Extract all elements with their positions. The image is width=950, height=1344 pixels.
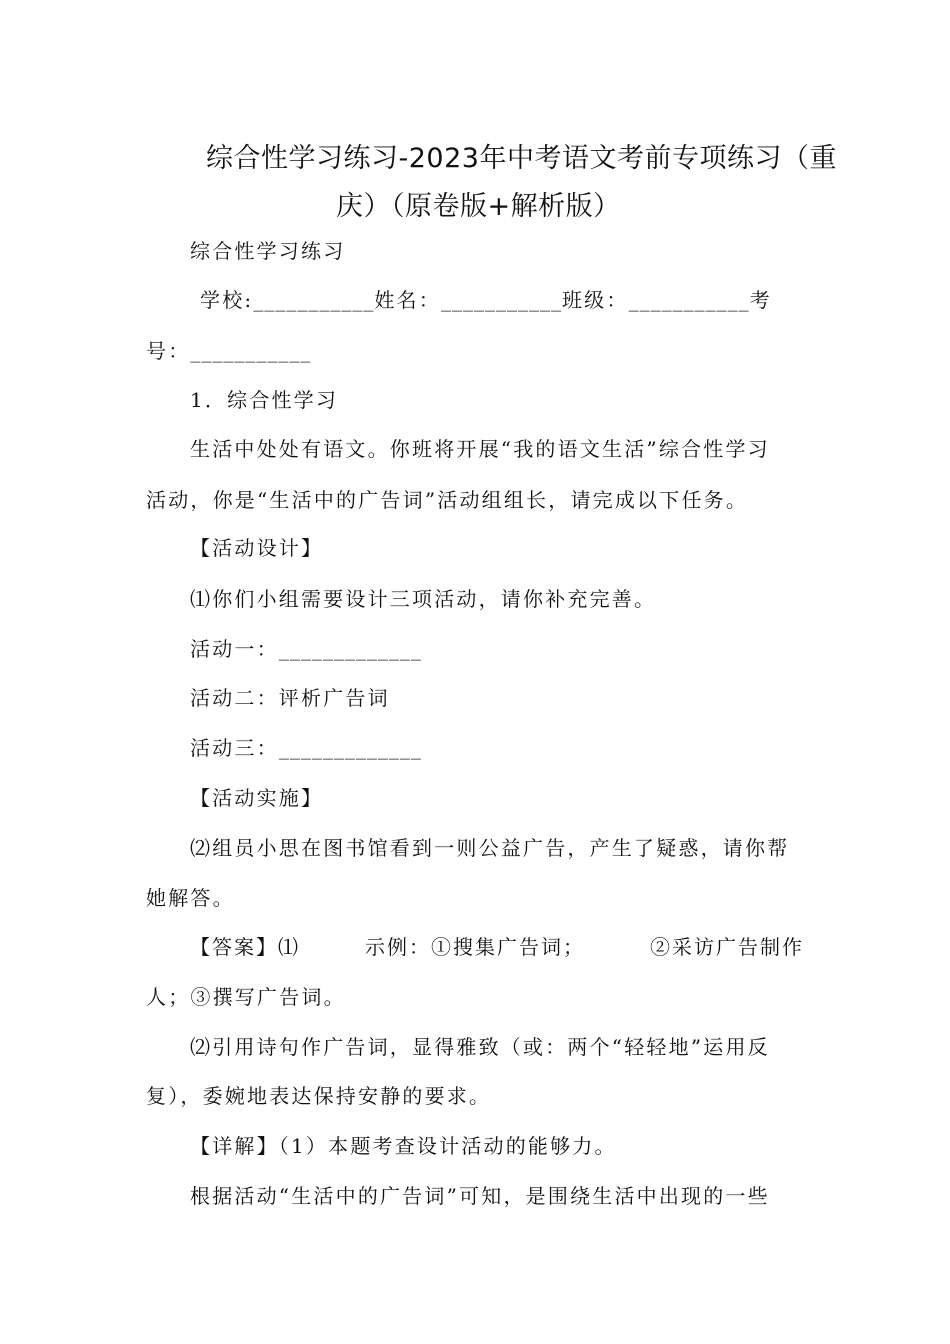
answer-line-2: 人；③撰写广告词。 (146, 985, 346, 1009)
answer-example: 示例：①搜集广告词； (365, 935, 585, 959)
document-subtitle: 综合性学习练习 (190, 239, 346, 263)
question-1-part-2-line-2: 她解答。 (146, 886, 235, 910)
activity-3 (190, 738, 422, 758)
school-blank: ___________ (253, 288, 375, 312)
answer-line-1 (190, 937, 804, 957)
student-info-line-2 (146, 341, 311, 361)
activity-1-label: 活动一： (190, 637, 279, 661)
intro-line-2: 活动，你是“生活中的广告词”活动组组长，请完成以下任务。 (146, 488, 749, 512)
answer-2-line-1: ⑵引用诗句作广告词，显得雅致（或：两个“轻轻地”运用反 (190, 1035, 770, 1059)
activity-1-blank: _____________ (278, 637, 422, 661)
activity-3-blank: _____________ (278, 736, 422, 760)
activity-2: 活动二：评析广告词 (190, 686, 390, 710)
answer-label: 【答案】⑴ (190, 935, 300, 959)
exam-number-label: 考 (749, 288, 772, 312)
name-blank: ___________ (440, 288, 562, 312)
detail-explanation: 【详解】（1）本题考查设计活动的能够力。 (190, 1134, 617, 1158)
activity-1 (190, 639, 422, 659)
exam-number-label-cont: 号： (146, 339, 191, 363)
answer-item-2: ②采访广告制作 (650, 935, 804, 959)
detail-paragraph-line-1: 根据活动“生活中的广告词”可知，是围绕生活中出现的一些 (190, 1184, 770, 1208)
document-title-line1: 综合性学习练习-2023年中考语文考前专项练习（重 (206, 143, 837, 174)
name-label: 姓名： (374, 288, 441, 312)
exam-number-blank: ___________ (190, 339, 312, 363)
school-label: 学校: (200, 288, 254, 312)
class-blank: ___________ (628, 288, 750, 312)
question-1-part-1: ⑴你们小组需要设计三项活动，请你补充完善。 (190, 587, 657, 611)
section-activity-implementation: 【活动实施】 (190, 786, 324, 810)
question-1-heading: 1．综合性学习 (190, 388, 339, 412)
question-1-part-2-line-1: ⑵组员小思在图书馆看到一则公益广告，产生了疑惑，请你帮 (190, 836, 790, 860)
class-label: 班级： (561, 288, 629, 312)
answer-2-line-2: 复），委婉地表达保持安静的要求。 (146, 1084, 492, 1108)
intro-line-1: 生活中处处有语文。你班将开展“我的语文生活”综合性学习 (190, 437, 770, 461)
student-info-line (200, 290, 772, 310)
section-activity-design: 【活动设计】 (190, 536, 324, 560)
document-title-line2: 庆）（原卷版+解析版） (336, 191, 621, 222)
activity-3-label: 活动三： (190, 736, 279, 760)
